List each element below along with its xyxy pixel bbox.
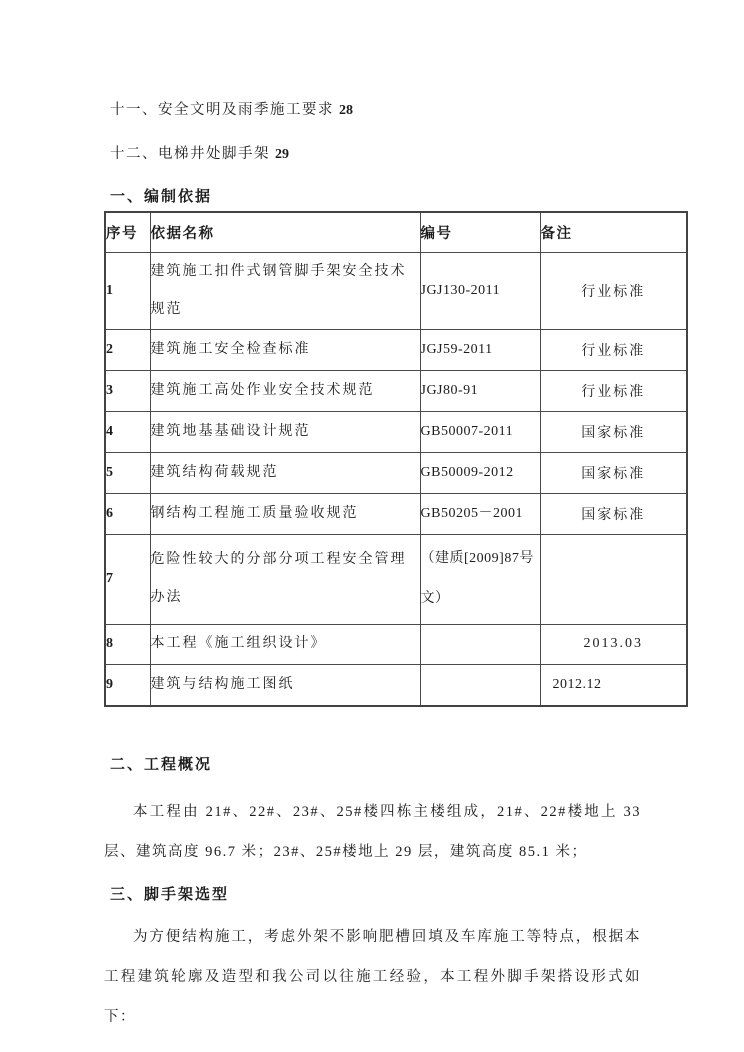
section-heading-compilation-basis: 一、编制依据 — [110, 189, 213, 205]
cell-seq: 9 — [105, 664, 150, 706]
cell-seq: 8 — [105, 624, 150, 664]
cell-code: JGJ80-91 — [420, 370, 540, 411]
table-row — [105, 664, 687, 706]
toc-item-page: 29 — [275, 147, 289, 162]
toc-item-page: 28 — [339, 103, 353, 118]
cell-remark: 国家标准 — [540, 411, 687, 452]
cell-basis-name: 危险性较大的分部分项工程安全管理办法 — [150, 534, 420, 624]
section-heading-project-overview: 二、工程概况 — [110, 757, 213, 773]
toc-item — [110, 100, 686, 121]
table-row — [105, 252, 687, 329]
cell-seq: 6 — [105, 493, 150, 534]
cell-code: GB50009-2012 — [420, 452, 540, 493]
cell-seq: 7 — [105, 534, 150, 624]
document-content — [104, 96, 686, 1037]
table-row — [105, 411, 687, 452]
toc-item — [110, 144, 686, 165]
cell-remark: 国家标准 — [540, 493, 687, 534]
cell-code: GB50205－2001 — [420, 493, 540, 534]
cell-basis-name: 建筑施工高处作业安全技术规范 — [150, 370, 420, 411]
toc-item-label: 十一、安全文明及雨季施工要求 — [110, 102, 334, 118]
table-header-row — [105, 212, 687, 252]
cell-basis-name: 本工程《施工组织设计》 — [150, 624, 420, 664]
cell-remark: 国家标准 — [540, 452, 687, 493]
cell-basis-name: 建筑地基基础设计规范 — [150, 411, 420, 452]
cell-code: JGJ130-2011 — [420, 252, 540, 329]
scaffold-selection-paragraph: 为方便结构施工，考虑外架不影响肥槽回填及车库施工等特点，根据本工程建筑轮廓及造型和我公司以往施工经验，本工程外脚手架搭设形式如下： — [104, 929, 641, 1025]
cell-code — [420, 624, 540, 664]
section-heading-scaffold-selection: 三、脚手架选型 — [110, 887, 230, 903]
cell-seq: 3 — [105, 370, 150, 411]
cell-remark: 2012.12 — [540, 664, 687, 706]
cell-remark: 行业标准 — [540, 252, 687, 329]
column-header-basis-name: 依据名称 — [150, 212, 420, 252]
compilation-basis-table — [104, 211, 688, 707]
project-overview-paragraph: 本工程由 21#、22#、23#、25#楼四栋主楼组成，21#、22#楼地上 33 层、建筑高度 96.7 米；23#、25#楼地上 29 层，建筑高度 85.1 米； — [104, 804, 641, 860]
cell-basis-name: 建筑与结构施工图纸 — [150, 664, 420, 706]
cell-remark: 行业标准 — [540, 329, 687, 370]
table-row — [105, 329, 687, 370]
table-row — [105, 624, 687, 664]
cell-code — [420, 664, 540, 706]
cell-seq: 1 — [105, 252, 150, 329]
table-row — [105, 534, 687, 624]
cell-code: JGJ59-2011 — [420, 329, 540, 370]
cell-code: （建质[2009]87号文） — [420, 534, 540, 624]
table-row — [105, 493, 687, 534]
toc-item-label: 十二、电梯井处脚手架 — [110, 146, 270, 162]
table-row — [105, 452, 687, 493]
cell-seq: 2 — [105, 329, 150, 370]
cell-seq: 4 — [105, 411, 150, 452]
cell-remark — [540, 534, 687, 624]
cell-basis-name: 建筑施工扣件式钢管脚手架安全技术规范 — [150, 252, 420, 329]
cell-code: GB50007-2011 — [420, 411, 540, 452]
column-header-remark: 备注 — [540, 212, 687, 252]
cell-remark: 2013.03 — [540, 624, 687, 664]
cell-basis-name: 钢结构工程施工质量验收规范 — [150, 493, 420, 534]
cell-basis-name: 建筑结构荷载规范 — [150, 452, 420, 493]
column-header-seq: 序号 — [105, 212, 150, 252]
table-row — [105, 370, 687, 411]
column-header-code: 编号 — [420, 212, 540, 252]
cell-basis-name: 建筑施工安全检查标准 — [150, 329, 420, 370]
cell-remark: 行业标准 — [540, 370, 687, 411]
cell-seq: 5 — [105, 452, 150, 493]
